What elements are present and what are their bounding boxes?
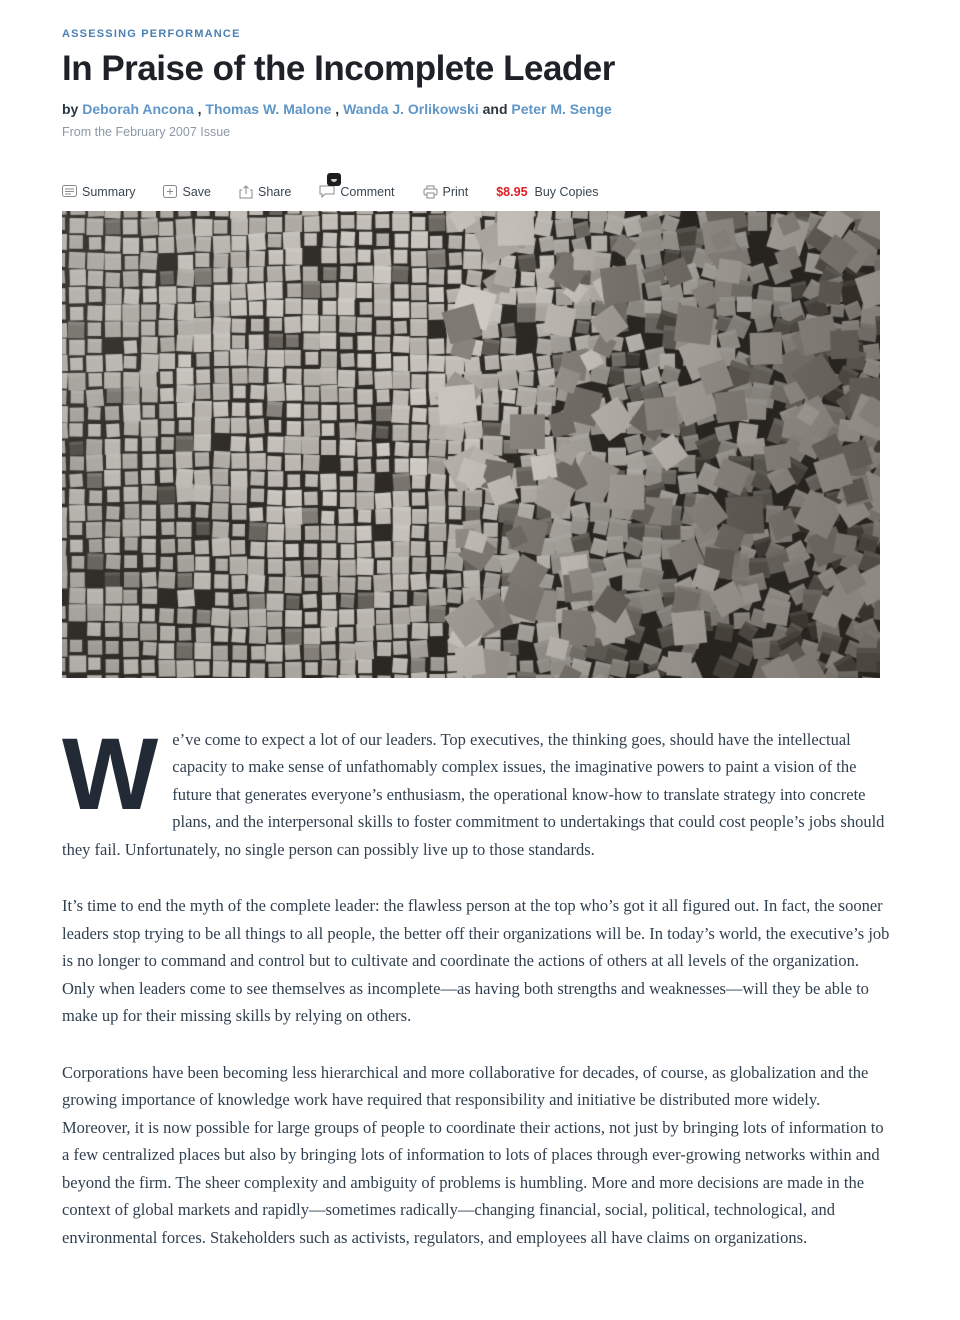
print-icon bbox=[423, 185, 438, 199]
share-label: Share bbox=[257, 184, 292, 199]
share-icon bbox=[239, 185, 253, 199]
save-icon bbox=[163, 185, 177, 198]
paragraph-1 bbox=[62, 716, 890, 864]
summary-label: Summary bbox=[82, 184, 136, 199]
drop-cap: W bbox=[62, 716, 159, 831]
article-toolbar bbox=[62, 185, 890, 199]
comment-label: Comment bbox=[340, 184, 395, 199]
byline-separator: , bbox=[331, 100, 344, 117]
mosaic-pavement-photo bbox=[62, 211, 880, 678]
print-label: Print bbox=[442, 184, 469, 199]
paragraph-2: It’s time to end the myth of the complete leader: the flawless person at the top who’s got it all figured out. In fact, the sooner leaders stop trying to be all things to all people, the better off their organizations will be. In today’s world, the executive’s job is no longer to command and control but to cultivate and coordinate the actions of others at all levels of the organization. Only when leaders come to see themselves as incomplete—as having both strengths and weaknesses—will they be able to make up for their missing skills by relying on others. bbox=[62, 896, 890, 1025]
paragraph-3: Corporations have been becoming less hierarchical and more collaborative for decades, of course, as globalization and the growing importance of knowledge work have required that responsibility and initiative be distributed more widely. Moreover, it is now possible for large groups of people to coordinate their actions, not just by bringing lots of information to a few centralized places but also by bringing lots of information to lots of places through ever-growing networks within and beyond the firm. The sheer complexity and ambiguity of problems is humbling. More and more decisions are made in the context of global markets and rapidly—sometimes radically—changing financial, social, political, technological, and environmental forces. Stakeholders such as activists, regulators, and employees all have claims on organizations. bbox=[62, 1062, 884, 1247]
hero-image bbox=[62, 211, 880, 678]
print-button[interactable] bbox=[423, 185, 469, 199]
paragraph-1-text: e’ve come to expect a lot of our leaders. Top executives, the thinking goes, should have the intellectual capacity to make sense of unfathomably complex issues, the imaginative powers to paint a vision of the future that generates everyone’s enthusiasm, the operational know-how to translate strategy into concrete plans, and the interpersonal skills to foster commitment to undertakings that could cost people’s jobs should they fail. Unfortunately, no single person can possibly live up to those standards. bbox=[62, 729, 885, 859]
category-kicker-link[interactable]: ASSESSING PERFORMANCE bbox=[62, 28, 241, 40]
author-link-thomas-malone[interactable]: Thomas W. Malone bbox=[205, 100, 332, 117]
summary-button[interactable] bbox=[62, 185, 135, 199]
comment-button[interactable] bbox=[319, 185, 394, 199]
article-title: In Praise of the Incomplete Leader bbox=[62, 49, 615, 88]
save-button[interactable] bbox=[163, 185, 211, 199]
comment-icon bbox=[319, 185, 335, 198]
share-button[interactable] bbox=[239, 185, 291, 199]
byline bbox=[62, 101, 890, 117]
author-link-wanda-orlikowski[interactable]: Wanda J. Orlikowski bbox=[343, 100, 479, 117]
issue-link[interactable]: From the February 2007 Issue bbox=[62, 124, 231, 139]
summary-icon bbox=[62, 185, 77, 198]
byline-prefix: by bbox=[62, 100, 83, 117]
author-link-deborah-ancona[interactable]: Deborah Ancona bbox=[82, 100, 194, 117]
buy-copies-button[interactable] bbox=[496, 185, 598, 199]
article-body bbox=[62, 716, 890, 1252]
save-label: Save bbox=[182, 184, 211, 199]
buy-copies-label: Buy Copies bbox=[534, 184, 599, 199]
comment-count-badge bbox=[327, 173, 341, 186]
author-link-peter-senge[interactable]: Peter M. Senge bbox=[511, 100, 612, 117]
price-tag: $8.95 bbox=[496, 184, 528, 199]
byline-conjunction: and bbox=[478, 100, 512, 117]
byline-separator: , bbox=[193, 100, 206, 117]
